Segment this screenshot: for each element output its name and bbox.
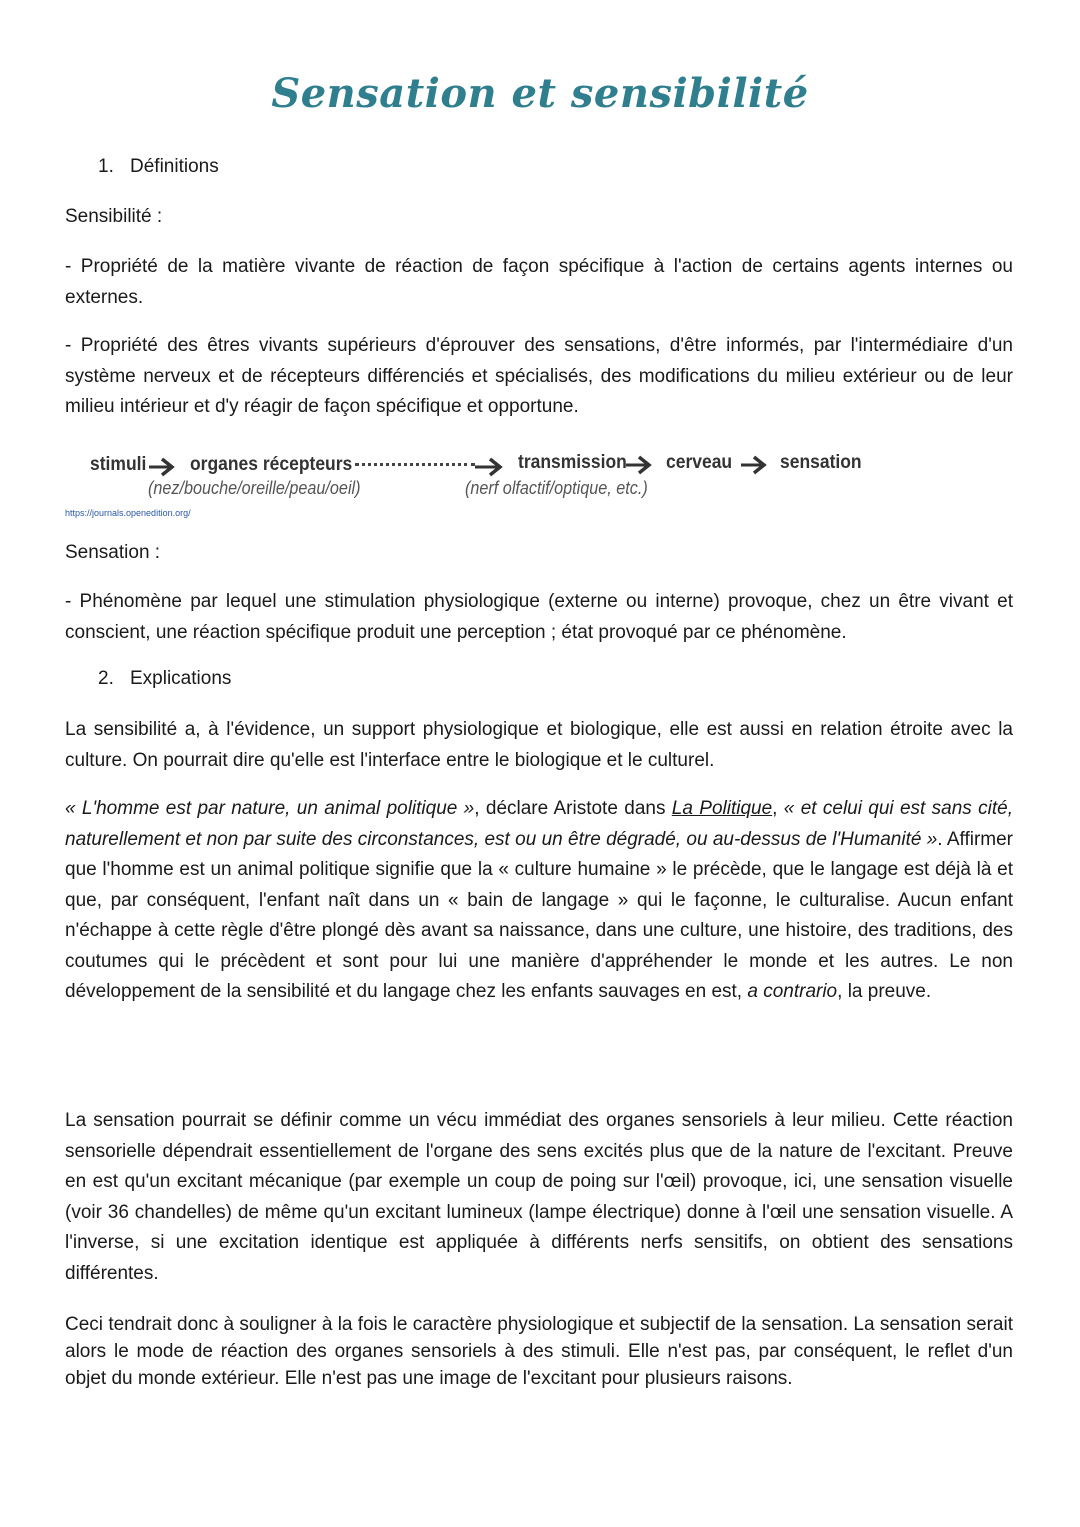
section-number: 1. — [98, 156, 114, 177]
sensation-label: Sensation : — [65, 542, 161, 563]
paragraph-culture: La sensibilité a, à l'évidence, un support physiologique et biologique, elle est aussi en relation étroite avec la culture. On pourrait dire qu'elle est l'interface entre le biologique et le culturel. — [65, 719, 1013, 771]
sensibilite-definition-1: - Propriété de la matière vivante de réaction de façon spécifique à l'action de certains agents internes ou externes. — [65, 256, 1013, 308]
arrow-right-icon — [474, 456, 508, 478]
diagram-cerveau: cerveau — [666, 452, 733, 473]
text-run: , la preuve. — [837, 981, 932, 1002]
diagram-transmission-sub: (nerf olfactif/optique, etc.) — [465, 478, 648, 498]
diagram-organes: organes récepteurs — [190, 454, 353, 475]
paragraph-sensation-vecu: La sensation pourrait se définir comme un vécu immédiat des organes sensoriels à leur milieu. Cette réaction sensorielle dépendrait essentiellement de l'organe des sens excités plus que de la nature de l'excitant. Preuve en est qu'un excitant mécanique (par exemple un coup de poing sur l'œil) provoque, ici, une sensation visuelle (voir 36 chandelles) de même qu'un excitant lumineux (lampe électrique) donne à l'œil une sensation visuelle. A l'inverse, si une excitation identique est appliquée à différents nerfs sensitifs, on obtient des sensations différentes. — [65, 1110, 1013, 1284]
section-heading-definitions — [98, 156, 219, 178]
paragraph-aristote — [65, 794, 1013, 1008]
sensation-definition: - Phénomène par lequel une stimulation physiologique (externe ou interne) provoque, chez un être vivant et conscient, une réaction spécifique produit une perception ; état provoqué par ce phénomène. — [65, 591, 1013, 643]
diagram-organes-sub: (nez/bouche/oreille/peau/oeil) — [148, 478, 361, 498]
diagram-sensation: sensation — [780, 452, 862, 473]
dotted-connector — [355, 463, 475, 470]
sensation-pathway-diagram — [90, 450, 890, 508]
paragraph-conclusion: Ceci tendrait donc à souligner à la fois le caractère physiologique et subjectif de la sensation. La sensation serait alors le mode de réaction des organes sensoriels à des stimuli. Elle n'est pas, par conséquent, le reflet d'un objet du monde extérieur. Elle n'est pas une image de l'excitant pour plusieurs raisons. — [65, 1314, 1013, 1389]
latin-phrase: a contrario — [747, 981, 838, 1002]
arrow-right-icon — [148, 456, 180, 478]
text-run: , — [772, 798, 784, 819]
section-label: Définitions — [130, 156, 219, 177]
text-run: . Affirmer que l'homme est un animal politique signifie que la « culture humaine » le précède, que le langage est déjà là et que, par conséquent, l'enfant naît dans un « bain de langage » qui le façonne, le culturalise. Aucun enfant n'échappe à cette règle d'être plongé dès avant sa naissance, dans une culture, une histoire, des traditions, des coutumes qui le précèdent et sont pour lui une manière d'appréhender le monde et les autres. Le non développement de la sensibilité et du langage chez les enfants sauvages en est, — [65, 828, 1013, 1002]
section-label: Explications — [130, 668, 232, 689]
aristote-quote-2: « et celui qui est sans cité, naturellement et non par suite des circonstances, est ou un être dégradé, ou au-dessus de l'Humanité » — [65, 798, 1013, 850]
diagram-stimuli: stimuli — [90, 454, 147, 475]
diagram-transmission: transmission — [518, 452, 627, 473]
arrow-right-icon — [625, 454, 657, 476]
arrow-right-icon — [740, 454, 772, 476]
section-heading-explications — [98, 668, 231, 690]
sensibilite-label: Sensibilité : — [65, 206, 163, 227]
book-title: La Politique — [671, 798, 773, 819]
aristote-quote-1: « L'homme est par nature, un animal politique » — [65, 798, 475, 819]
page-title: Sensation et sensibilité — [271, 70, 809, 117]
text-run: , déclare Aristote dans — [474, 798, 672, 819]
diagram-source-link[interactable]: https://journals.openedition.org/ — [65, 508, 191, 518]
sensibilite-definition-2: - Propriété des êtres vivants supérieurs d'éprouver des sensations, d'être informés, par l'intermédiaire d'un système nerveux et de récepteurs différenciés et spécialisés, des modifications du milieu extérieur ou de leur milieu intérieur et d'y réagir de façon spécifique et opportune. — [65, 335, 1013, 417]
section-number: 2. — [98, 668, 114, 689]
